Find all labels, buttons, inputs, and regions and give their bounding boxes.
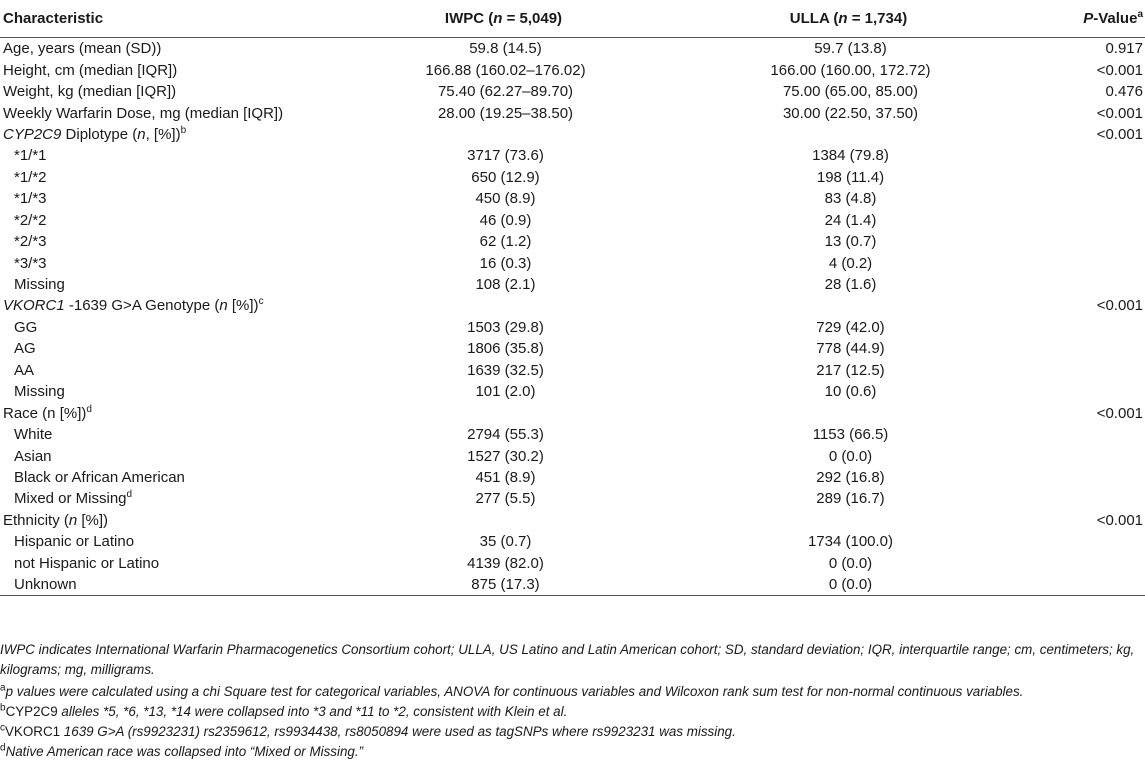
cell-ulla: 289 (16.7) xyxy=(816,490,885,508)
table-row xyxy=(0,338,1145,359)
row-label: Missing xyxy=(14,383,65,401)
header-characteristic: Characteristic xyxy=(0,0,350,38)
table-row xyxy=(0,467,1145,488)
table-row xyxy=(0,210,1145,231)
cell-ulla: 217 (12.5) xyxy=(816,361,885,379)
row-label: *1/*3 xyxy=(14,190,47,208)
cell-p-value xyxy=(1040,231,1145,252)
table-row xyxy=(0,445,1145,466)
cell-p-value xyxy=(1040,252,1145,273)
cell-p-value xyxy=(1040,274,1145,295)
cell-ulla: 1734 (100.0) xyxy=(807,533,894,551)
cell-iwpc: 101 (2.0) xyxy=(475,383,536,401)
cell-p-value xyxy=(1040,381,1145,402)
cell-ulla xyxy=(658,295,1040,316)
table-row xyxy=(0,81,1145,102)
cell-iwpc: 16 (0.3) xyxy=(479,254,532,272)
table-footnotes xyxy=(0,640,1140,762)
cell-ulla: 59.7 (13.8) xyxy=(814,40,887,58)
cell-iwpc xyxy=(350,402,658,423)
row-label: CYP2C9 Diplotype (n, [%])$^b$ xyxy=(3,124,187,143)
cell-p-value xyxy=(1040,338,1145,359)
cell-p-value xyxy=(1040,424,1145,445)
cell-ulla: 10 (0.6) xyxy=(824,383,877,401)
row-label: Asian xyxy=(14,447,52,465)
row-label: not Hispanic or Latino xyxy=(14,554,160,572)
header-p-value: P-Value$^a$ xyxy=(1040,0,1145,38)
footnote-b: $^b$CYP2C9 alleles *5, *6, *13, *14 were collapsed into *3 and *11 to *2, consistent with Klein et al. xyxy=(0,702,568,719)
row-label: Missing xyxy=(14,276,65,294)
cell-iwpc: 875 (17.3) xyxy=(350,574,658,596)
cell-ulla: 729 (42.0) xyxy=(816,318,885,336)
header-iwpc: IWPC (n = 5,049) xyxy=(350,0,658,38)
cell-iwpc: 3717 (73.6) xyxy=(467,147,544,165)
cell-iwpc: 1639 (32.5) xyxy=(467,361,544,379)
cell-p-value xyxy=(1040,360,1145,381)
footnote-d: $^d$Native American race was collapsed into “Mixed or Missing.” xyxy=(0,742,364,759)
row-label: Weight, kg (median [IQR]) xyxy=(3,83,177,101)
cell-p-value xyxy=(1040,167,1145,188)
cell-p-value xyxy=(1040,188,1145,209)
table-row-group-header xyxy=(0,402,1145,423)
row-label: AA xyxy=(14,361,35,379)
cell-iwpc xyxy=(350,510,658,531)
table-row xyxy=(0,360,1145,381)
table-row xyxy=(0,231,1145,252)
cell-ulla: 13 (0.7) xyxy=(824,233,877,251)
row-label: *2/*2 xyxy=(14,211,47,229)
cell-p-value: <0.001 xyxy=(1096,404,1143,422)
cell-ulla xyxy=(658,124,1040,145)
cell-iwpc: 451 (8.9) xyxy=(475,468,536,486)
row-label: Mixed or Missing$^d$ xyxy=(14,489,133,508)
row-label: GG xyxy=(14,318,38,336)
cell-p-value xyxy=(1040,488,1145,509)
cell-iwpc: 277 (5.5) xyxy=(475,490,536,508)
cell-iwpc xyxy=(350,295,658,316)
row-label: AG xyxy=(14,340,36,358)
table-row xyxy=(0,59,1145,80)
cell-iwpc: 450 (8.9) xyxy=(475,190,536,208)
cell-p-value xyxy=(1040,467,1145,488)
table-row xyxy=(0,553,1145,574)
row-label: Black or African American xyxy=(14,468,185,486)
cell-p-value xyxy=(1040,145,1145,166)
header-ulla: ULLA (n = 1,734) xyxy=(658,0,1040,38)
cell-iwpc: 28.00 (19.25–38.50) xyxy=(437,104,574,122)
cell-p-value xyxy=(1040,553,1145,574)
table-row xyxy=(0,274,1145,295)
cell-ulla: 24 (1.4) xyxy=(824,211,877,229)
cell-iwpc: 1806 (35.8) xyxy=(467,340,544,358)
row-label: White xyxy=(14,426,53,444)
row-label: VKORC1 -1639 G>A Genotype (n [%])$^c$ xyxy=(3,296,264,315)
table-row xyxy=(0,531,1145,552)
cell-iwpc xyxy=(350,124,658,145)
footnote-a: $^a$p values were calculated using a chi Square test for categorical variables, ANOVA for continuous variables and Wilcoxon rank sum test for non-normal continuous variables. xyxy=(0,682,1024,699)
table-row-group-header xyxy=(0,124,1145,145)
table-row xyxy=(0,574,1145,596)
table-row xyxy=(0,252,1145,273)
cell-p-value: 0.917 xyxy=(1105,40,1143,58)
cell-iwpc: 4139 (82.0) xyxy=(467,554,544,572)
cell-iwpc: 59.8 (14.5) xyxy=(469,40,542,58)
table-row-group-header xyxy=(0,295,1145,316)
cell-iwpc: 108 (2.1) xyxy=(475,276,536,294)
cell-p-value xyxy=(1040,574,1145,596)
cell-p-value: <0.001 xyxy=(1096,104,1143,122)
table-row xyxy=(0,167,1145,188)
cell-p-value xyxy=(1040,445,1145,466)
table-row xyxy=(0,188,1145,209)
cell-ulla xyxy=(658,510,1040,531)
row-label: Weekly Warfarin Dose, mg (median [IQR]) xyxy=(3,104,284,122)
cell-ulla: 75.00 (65.00, 85.00) xyxy=(782,83,919,101)
cell-ulla: 0 (0.0) xyxy=(828,554,873,572)
cell-ulla: 28 (1.6) xyxy=(824,276,877,294)
table-row xyxy=(0,38,1145,60)
row-label: *1/*2 xyxy=(14,168,47,186)
cell-ulla xyxy=(658,402,1040,423)
cell-iwpc: 35 (0.7) xyxy=(479,533,532,551)
table-row xyxy=(0,102,1145,123)
cell-ulla: 0 (0.0) xyxy=(828,447,873,465)
cell-ulla: 1384 (79.8) xyxy=(812,147,889,165)
cell-p-value: <0.001 xyxy=(1096,61,1143,79)
footnote-abbreviations: IWPC indicates International Warfarin Pharmacogenetics Consortium cohort; ULLA, US Latino and Latin American cohort; SD, standard deviation; IQR, interquartile range; cm, centimeters; kg, kilograms; mg, milligrams. xyxy=(0,642,1135,677)
cell-p-value xyxy=(1040,317,1145,338)
cell-ulla: 1153 (66.5) xyxy=(812,426,889,444)
table-row xyxy=(0,381,1145,402)
row-label: Height, cm (median [IQR]) xyxy=(3,61,178,79)
cell-ulla: 778 (44.9) xyxy=(816,340,885,358)
cell-p-value: 0.476 xyxy=(1105,83,1143,101)
cell-p-value: <0.001 xyxy=(1096,125,1143,143)
table-header-row xyxy=(0,0,1145,38)
footnote-c: $^c$VKORC1 1639 G>A (rs9923231) rs2359612, rs9934438, rs8050894 were used as tagSNPs where rs9923231 was missing. xyxy=(0,722,736,739)
cell-p-value xyxy=(1040,210,1145,231)
cell-iwpc: 75.40 (62.27–89.70) xyxy=(437,83,574,101)
cell-iwpc: 46 (0.9) xyxy=(479,211,532,229)
cell-iwpc: 650 (12.9) xyxy=(471,168,540,186)
row-label: Age, years (mean (SD)) xyxy=(3,40,162,58)
table-row xyxy=(0,145,1145,166)
table-row xyxy=(0,488,1145,509)
cell-p-value: <0.001 xyxy=(1096,297,1143,315)
row-label: Hispanic or Latino xyxy=(14,533,135,551)
row-label: *3/*3 xyxy=(14,254,47,272)
cell-ulla: 166.00 (160.00, 172.72) xyxy=(770,61,931,79)
cell-iwpc: 2794 (55.3) xyxy=(467,426,544,444)
cell-ulla: 292 (16.8) xyxy=(816,468,885,486)
cell-iwpc: 1527 (30.2) xyxy=(467,447,544,465)
table-row xyxy=(0,424,1145,445)
cell-iwpc: 166.88 (160.02–176.02) xyxy=(425,61,586,79)
table-row-group-header xyxy=(0,510,1145,531)
row-label: Unknown xyxy=(0,574,350,596)
row-label: *2/*3 xyxy=(14,233,47,251)
row-label: *1/*1 xyxy=(14,147,47,165)
cell-iwpc: 62 (1.2) xyxy=(479,233,532,251)
cell-ulla: 0 (0.0) xyxy=(658,574,1040,596)
table-row xyxy=(0,317,1145,338)
cell-ulla: 83 (4.8) xyxy=(824,190,877,208)
row-label: Race (n [%])$^d$ xyxy=(3,403,92,422)
cell-iwpc: 1503 (29.8) xyxy=(467,318,544,336)
cell-ulla: 4 (0.2) xyxy=(828,254,873,272)
row-label: Ethnicity (n [%]) xyxy=(3,511,109,529)
cell-ulla: 30.00 (22.50, 37.50) xyxy=(782,104,919,122)
cell-p-value xyxy=(1040,531,1145,552)
cell-p-value: <0.001 xyxy=(1096,511,1143,529)
cell-ulla: 198 (11.4) xyxy=(816,168,885,186)
